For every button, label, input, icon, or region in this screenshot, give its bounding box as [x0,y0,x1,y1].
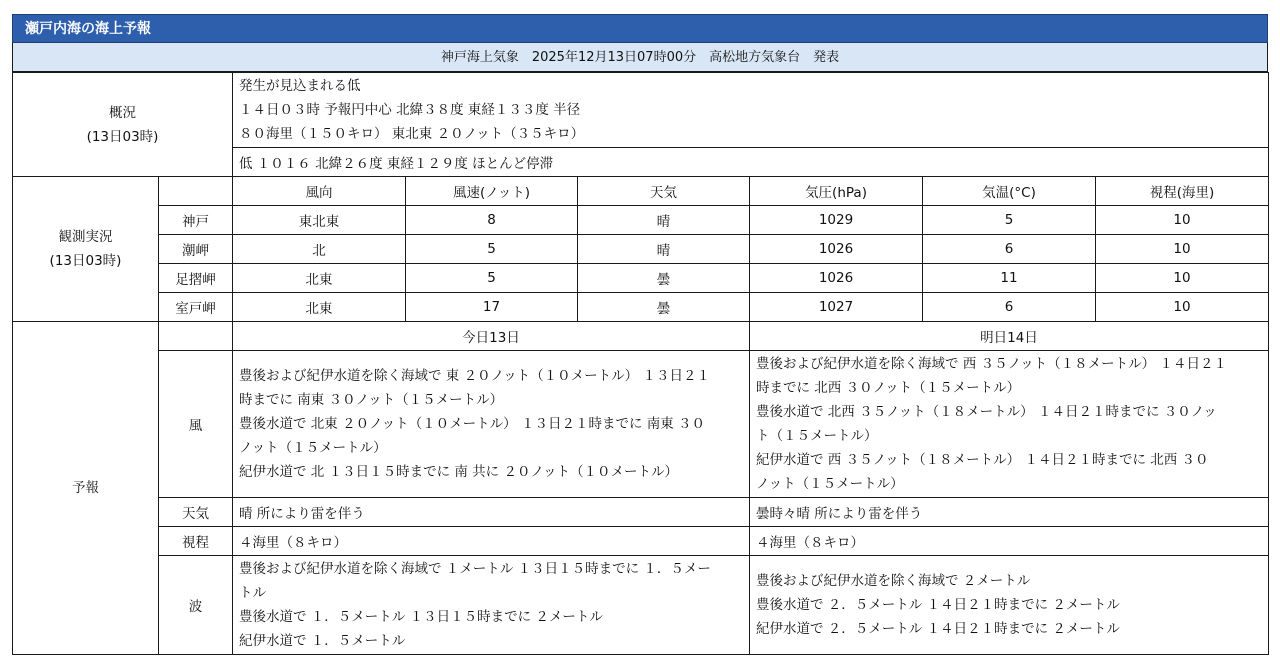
today-header: 今日13日 [233,322,750,351]
weather-label: 天気 [159,498,233,527]
weather: 晴 [578,235,750,264]
station-name: 室戸岬 [159,293,233,322]
tomorrow-header: 明日14日 [750,322,1269,351]
pressure: 1026 [750,235,923,264]
gaikyo-line: ８０海里（１５０キロ） 東北東 ２０ノット（３５キロ） [239,126,585,142]
visibility: 10 [1096,293,1269,322]
visibility: 10 [1096,206,1269,235]
forecast-table [12,72,1269,655]
text-line: ノット（１５メートル） [239,440,387,456]
text-line: トル [239,585,267,601]
text-line: 時までに 南東 ３０ノット（１５メートル） [239,392,504,408]
text-line: 豊後水道で 北東 ２０ノット（１０メートル） １３日２１時までに 南東 ３０ [239,416,706,432]
weather: 曇 [578,293,750,322]
text-line: ト（１５メートル） [756,428,878,444]
wave-tomorrow [750,556,1269,655]
weather-tomorrow: 曇時々晴 所により雷を伴う [750,498,1269,527]
wind-speed: 8 [406,206,578,235]
pressure: 1026 [750,264,923,293]
wind-dir: 東北東 [233,206,406,235]
temperature: 11 [923,264,1096,293]
temperature: 5 [923,206,1096,235]
temperature: 6 [923,235,1096,264]
yoho-label: 予報 [13,322,159,655]
wave-label: 波 [159,556,233,655]
gaikyo-label [13,73,233,177]
text-line: 豊後および紀伊水道を除く海域で 東 ２０ノット（１０メートル） １３日２１ [239,368,710,384]
text-line: ノット（１５メートル） [756,476,904,492]
visibility: 10 [1096,264,1269,293]
wind-dir: 北 [233,235,406,264]
wind-dir: 北東 [233,293,406,322]
visibility-label: 視程 [159,527,233,556]
col-header: 風速(ノット) [406,177,578,206]
wind-today [233,351,750,498]
text-line: 豊後および紀伊水道を除く海域で 西 ３５ノット（１８メートル） １４日２１ [756,356,1227,372]
station-name: 足摺岬 [159,264,233,293]
wind-dir: 北東 [233,264,406,293]
wave-today [233,556,750,655]
text-line: 紀伊水道で 北 １３日１５時までに 南 共に ２０ノット（１０メートル） [239,464,679,480]
weather: 曇 [578,264,750,293]
wind-speed: 17 [406,293,578,322]
weather-today: 晴 所により雷を伴う [233,498,750,527]
wind-speed: 5 [406,235,578,264]
text-line: 紀伊水道で ２．５メートル １４日２１時までに ２メートル [756,621,1120,637]
pressure: 1029 [750,206,923,235]
text-line: 豊後水道で ２．５メートル １４日２１時までに ２メートル [756,597,1120,613]
gaikyo-text-2: 低 １０１６ 北緯２６度 東経１２９度 ほとんど停滞 [233,148,1269,177]
weather: 晴 [578,206,750,235]
col-header: 視程(海里) [1096,177,1269,206]
table-row [13,264,1269,293]
kansoku-label [13,177,159,322]
gaikyo-label-main: 概況 [109,104,136,121]
table-row [13,206,1269,235]
text-line: 豊後および紀伊水道を除く海域で １メートル １３日１５時までに １．５メー [239,561,711,577]
pressure: 1027 [750,293,923,322]
table-row [13,235,1269,264]
station-name: 神戸 [159,206,233,235]
wind-tomorrow [750,351,1269,498]
gaikyo-label-time: (13日03時) [86,128,159,145]
text-line: 紀伊水道で １．５メートル [239,633,406,649]
text-line: 時までに 北西 ３０ノット（１５メートル） [756,380,1021,396]
gaikyo-line: 発生が見込まれる低 [239,78,361,94]
text-line: 豊後および紀伊水道を除く海域で ２メートル [756,573,1031,589]
col-header: 気圧(hPa) [750,177,923,206]
gaikyo-text [233,73,1269,148]
text-line: 豊後水道で １．５メートル １３日１５時までに ２メートル [239,609,603,625]
kansoku-label-time: (13日03時) [49,253,122,269]
table-row [13,293,1269,322]
col-header: 気温(°C) [923,177,1096,206]
visibility-today: ４海里（８キロ） [233,527,750,556]
col-header: 天気 [578,177,750,206]
wind-label: 風 [159,351,233,498]
kansoku-label-main: 観測実況 [58,229,113,245]
station-name: 潮岬 [159,235,233,264]
temperature: 6 [923,293,1096,322]
panel-title: 瀬戸内海の海上予報 [12,14,1268,43]
blank-cell [159,177,233,206]
visibility-tomorrow: ４海里（８キロ） [750,527,1269,556]
wind-speed: 5 [406,264,578,293]
gaikyo-line: １４日０３時 予報円中心 北緯３８度 東経１３３度 半径 [239,102,581,118]
text-line: 豊後水道で 北西 ３５ノット（１８メートル） １４日２１時までに ３０ノッ [756,404,1217,420]
blank-cell [159,322,233,351]
issue-info: 神戸海上気象 2025年12月13日07時00分 高松地方気象台 発表 [12,43,1268,72]
forecast-panel [12,14,1268,655]
text-line: 紀伊水道で 西 ３５ノット（１８メートル） １４日２１時までに 北西 ３０ [756,452,1209,468]
visibility: 10 [1096,235,1269,264]
col-header: 風向 [233,177,406,206]
